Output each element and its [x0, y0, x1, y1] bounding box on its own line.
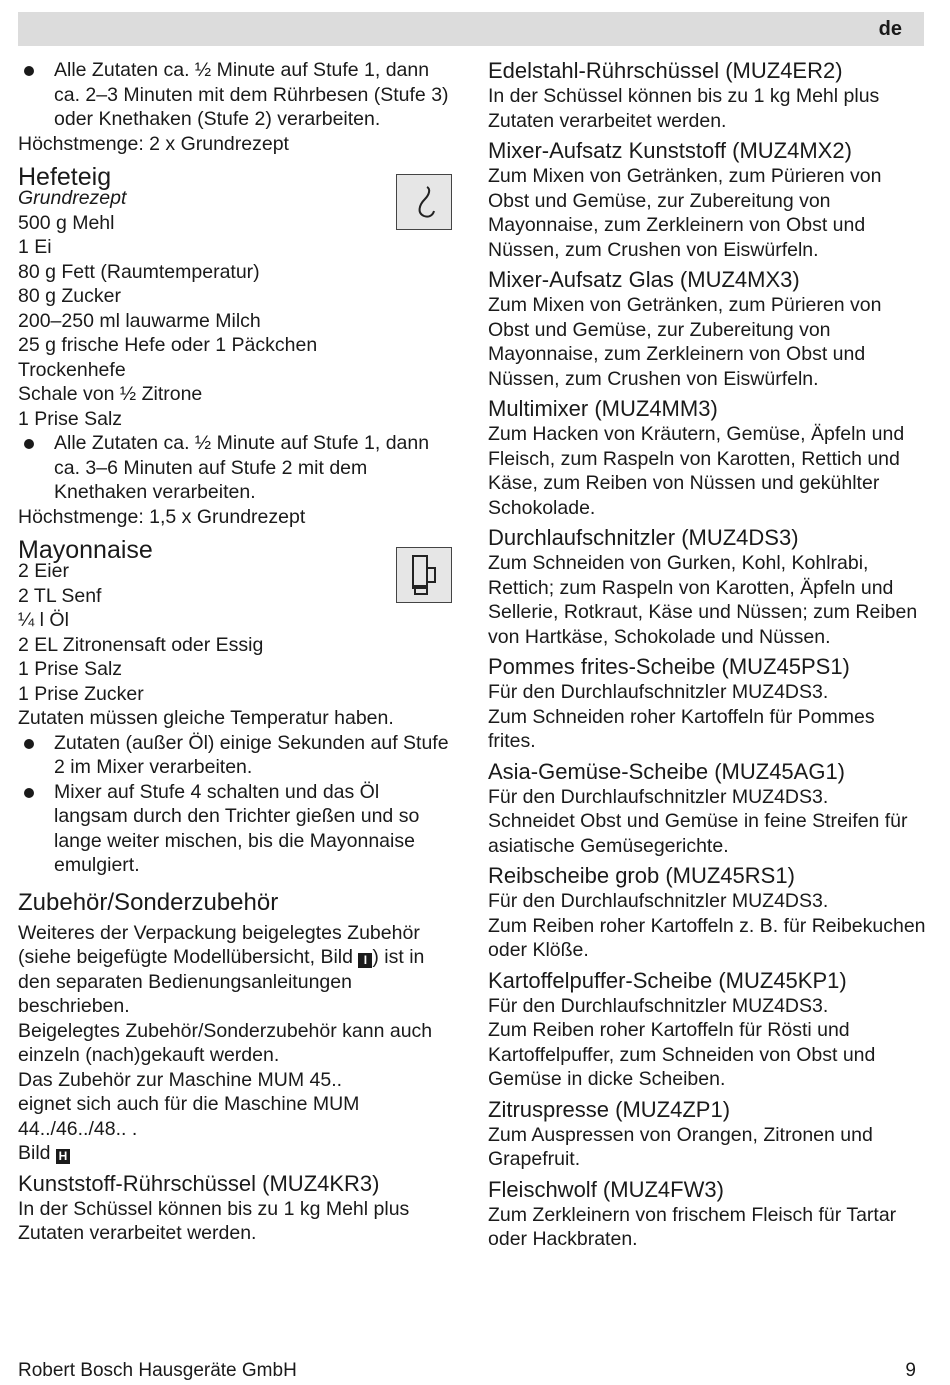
intro-max-amount: [18, 132, 456, 157]
instruction-bullet: Zutaten (außer Öl) einige Sekunden auf Stufe 2 im Mixer verarbeiten.: [18, 731, 456, 780]
accessory-item: [488, 1177, 926, 1252]
ingredient: 2 Eier: [18, 560, 69, 582]
text: Weiteres der Verpackung beigelegtes Zubehör (siehe beigefügte Modellübersicht,: [18, 921, 420, 968]
item-title: Fleischwolf (MUZ4FW3): [488, 1176, 724, 1202]
max-amount: [18, 505, 456, 530]
item-title: Edelstahl-Rührschüssel (MUZ4ER2): [488, 58, 843, 83]
language-label: de: [878, 18, 902, 40]
figure-ref: Bild: [320, 946, 353, 968]
ingredient: 1 Prise Salz: [18, 407, 123, 430]
item-text: Zum Hacken von Kräutern, Gemüse, Äpfeln und Fleisch, zum Raspeln von Karotten, Rettich und Käse, zum Reiben von Nüssen und gekühlter Schokolade.: [488, 423, 905, 519]
item-title: Asia-Gemüse-Scheibe (MUZ45AG1): [488, 758, 846, 784]
max-value: 2 x Grundrezept: [143, 132, 289, 155]
accessory-item: [488, 863, 926, 963]
zubehoer-section: [18, 888, 456, 1166]
section-subtitle: Grundrezept: [18, 187, 127, 209]
figure-badge: H: [56, 1149, 70, 1164]
accessory-item: [488, 138, 926, 262]
accessory-item: [488, 654, 926, 754]
kunststoff-section: [18, 1171, 456, 1246]
ingredient: 2 TL Senf: [18, 584, 102, 607]
ingredient: 1 Prise Salz: [18, 658, 123, 680]
accessory-item: [488, 968, 926, 1092]
ingredient: 25 g frische Hefe oder 1 Päckchen Trockenhefe: [18, 334, 318, 381]
accessory-item: [488, 58, 926, 133]
ingredient: Schale von ½ Zitrone: [18, 383, 203, 405]
item-text: Für den Durchlaufschnitzler MUZ4DS3.: [488, 994, 829, 1017]
blender-icon: [396, 547, 452, 603]
item-text: Zum Reiben roher Kartoffeln z. B. für Reibekuchen oder Klöße.: [488, 914, 926, 961]
ingredient-list: [18, 559, 456, 706]
ingredient: 80 g Zucker: [18, 285, 121, 307]
item-text: Zum Reiben roher Kartoffeln für Rösti und Kartoffelpuffer, zum Schneiden von Obst und Gemüse in dicke Scheiben.: [488, 1019, 876, 1090]
hefeteig-section: [18, 162, 456, 529]
figure-ref: Bild: [18, 1142, 51, 1164]
mayonnaise-section: [18, 535, 456, 878]
note: Zutaten müssen gleiche Temperatur haben.: [18, 707, 394, 729]
left-column: [18, 58, 456, 1246]
paragraph: [18, 921, 456, 1019]
item-text: Zum Schneiden roher Kartoffeln für Pommes frites.: [488, 705, 875, 752]
section-title: Zubehör/Sonderzubehör: [18, 888, 279, 916]
item-title: Zitruspresse (MUZ4ZP1): [488, 1096, 731, 1122]
item-title: Mixer-Aufsatz Kunststoff (MUZ4MX2): [488, 138, 852, 163]
item-text: Zum Mixen von Getränken, zum Pürieren von Obst und Gemüse, zur Zubereitung von Mayonnaise, zum Zerkleinern von Obst und Nüssen, zum Crushen von Eiswürfeln.: [488, 294, 882, 390]
ingredient: 200–250 ml lauwarme Milch: [18, 309, 261, 332]
ingredient: 1 Ei: [18, 236, 52, 258]
item-text: In der Schüssel können bis zu 1 kg Mehl plus Zutaten verarbeitet werden.: [488, 85, 880, 132]
text: ) ist in den separaten Bedienungsanleitungen beschrieben.: [18, 946, 425, 1017]
item-text: In der Schüssel können bis zu 1 kg Mehl plus Zutaten verarbeitet werden.: [18, 1197, 410, 1244]
item-title: Pommes frites-Scheibe (MUZ45PS1): [488, 654, 850, 679]
figure-badge: I: [358, 953, 372, 968]
item-title: Multimixer (MUZ4MM3): [488, 396, 718, 421]
paragraph: Beigelegtes Zubehör/Sonderzubehör kann auch einzeln (nach)gekauft werden.: [18, 1019, 433, 1066]
ingredient: 500 g Mehl: [18, 211, 115, 234]
ingredient: 1 Prise Zucker: [18, 682, 144, 705]
ingredient: 2 EL Zitronensaft oder Essig: [18, 633, 264, 656]
section-title: Mayonnaise: [18, 536, 153, 564]
paragraph: Das Zubehör zur Maschine MUM 45.. eignet sich auch für die Maschine MUM 44../46../48.. .: [18, 1068, 360, 1140]
instruction-bullet: Alle Zutaten ca. ½ Minute auf Stufe 1, dann ca. 3–6 Minuten auf Stufe 2 mit dem Knethaken verarbeiten.: [18, 431, 456, 505]
accessory-item: [488, 759, 926, 859]
accessory-item: [488, 525, 926, 649]
ingredient: 80 g Fett (Raumtemperatur): [18, 260, 260, 283]
item-title: Kartoffelpuffer-Scheibe (MUZ45KP1): [488, 967, 847, 993]
intro-bullet: Alle Zutaten ca. ½ Minute auf Stufe 1, dann ca. 2–3 Minuten mit dem Rührbesen (Stufe 3) oder Knethaken (Stufe 2) verarbeiten.: [18, 58, 456, 132]
item-title: Mixer-Aufsatz Glas (MUZ4MX3): [488, 267, 800, 292]
max-label: Höchstmenge:: [18, 505, 144, 528]
ingredient-list: [18, 211, 456, 432]
figure-ref-line: [18, 1141, 456, 1166]
item-text: Zum Zerkleinern von frischem Fleisch für Tartar oder Hackbraten.: [488, 1203, 897, 1250]
accessory-item: [488, 1097, 926, 1172]
max-label: Höchstmenge:: [18, 132, 144, 155]
ingredient: ¼ l Öl: [18, 609, 69, 631]
section-title: Hefeteig: [18, 163, 112, 191]
item-title: Reibscheibe grob (MUZ45RS1): [488, 863, 795, 888]
instruction-bullet: Mixer auf Stufe 4 schalten und das Öl langsam durch den Trichter gießen und so lange weiter mischen, bis die Mayonnaise emulgiert.: [18, 780, 456, 878]
item-text: Schneidet Obst und Gemüse in feine Streifen für asiatische Gemüsegerichte.: [488, 810, 908, 857]
item-text: Für den Durchlaufschnitzler MUZ4DS3.: [488, 890, 829, 912]
item-text: Zum Auspressen von Orangen, Zitronen und Grapefruit.: [488, 1123, 873, 1170]
header-bar: [18, 12, 924, 46]
page-number: 9: [905, 1360, 916, 1381]
item-text: Für den Durchlaufschnitzler MUZ4DS3.: [488, 785, 829, 808]
accessory-item: [488, 267, 926, 391]
item-title: Kunststoff-Rührschüssel (MUZ4KR3): [18, 1170, 380, 1196]
max-value: 1,5 x Grundrezept: [143, 505, 306, 528]
item-text: Zum Schneiden von Gurken, Kohl, Kohlrabi, Rettich; zum Raspeln von Karotten, Äpfeln und Sellerie, Rotkraut, Käse und Nüssen; zum Reiben von Hartkäse, Schokolade und Nüssen.: [488, 552, 918, 648]
right-column: [488, 58, 926, 1252]
accessory-item: [488, 396, 926, 520]
item-text: Für den Durchlaufschnitzler MUZ4DS3.: [488, 681, 829, 703]
item-title: Durchlaufschnitzler (MUZ4DS3): [488, 525, 799, 550]
dough-hook-icon: [396, 174, 452, 230]
item-text: Zum Mixen von Getränken, zum Pürieren von Obst und Gemüse, zur Zubereitung von Mayonnaise, zum Zerkleinern von Obst und Nüssen, zum Crushen von Eiswürfeln.: [488, 165, 882, 261]
footer-company: Robert Bosch Hausgeräte GmbH: [18, 1360, 297, 1381]
